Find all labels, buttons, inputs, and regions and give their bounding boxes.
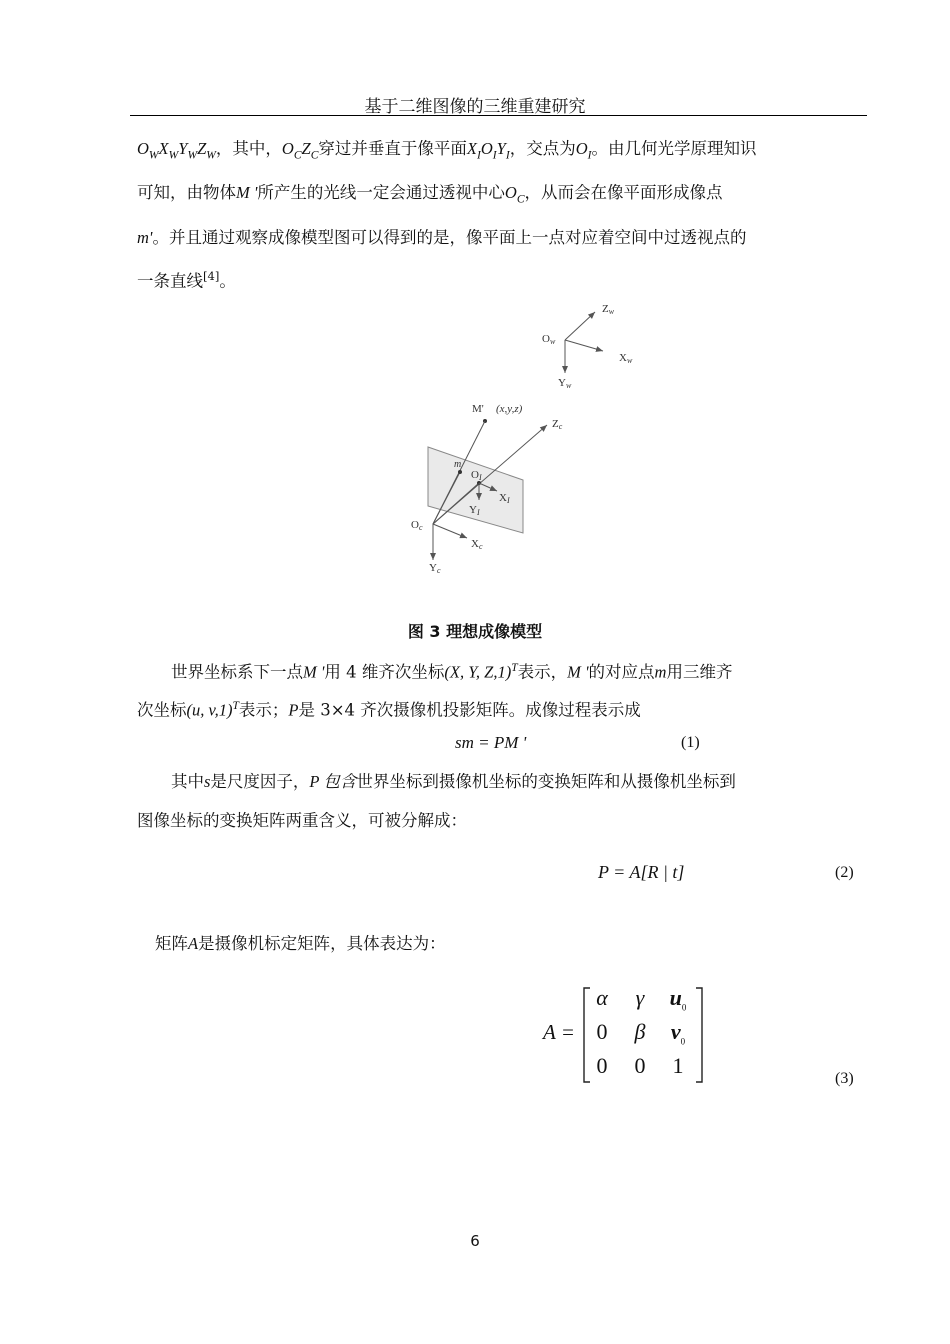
matrix-cell: 1 [672, 1053, 684, 1078]
running-header: 基于二维图像的三维重建研究 [364, 97, 586, 117]
matrix-a [580, 985, 710, 1085]
label-yw: Yw [558, 377, 572, 390]
paragraph-3: 其中s是尺度因子，P 包含世界坐标到摄像机坐标的变换矩阵和从摄像机坐标到 [171, 772, 736, 791]
label-zw: Zw [602, 303, 615, 316]
equation-2-number: (2) [835, 864, 854, 881]
label-yc: Yc [429, 562, 441, 575]
header-rule [130, 115, 867, 116]
label-ow: Ow [542, 333, 556, 346]
label-yi: YI [469, 504, 480, 517]
matrix-cell: γ [635, 985, 645, 1010]
figure-caption: 图 3 理想成像模型 [407, 622, 543, 641]
citation-4[interactable]: [4] [203, 268, 220, 283]
label-xc: Xc [471, 538, 483, 551]
label-xi: XI [499, 492, 510, 505]
paragraph-2: 世界坐标系下一点M '用 4 维齐次坐标(X, Y, Z,1)$^T$表示，M '的对应点m用三维齐 [171, 662, 733, 682]
equation-3-lhs: A = [543, 1020, 575, 1044]
label-oi: OI [471, 469, 482, 482]
xc-axis [433, 524, 467, 538]
matrix-cell: α [596, 985, 608, 1010]
paragraph-4: 矩阵A是摄像机标定矩阵，具体表达为： [155, 934, 446, 953]
label-m-prime: M' [472, 403, 484, 415]
label-m: m [454, 459, 462, 470]
equation-3-number: (3) [835, 1070, 854, 1087]
matrix-cell: $v_0$ [670, 1019, 686, 1047]
equation-2: P = A[R | t] [598, 862, 685, 882]
paragraph-2-line-2: 次坐标(u, v,1)$^T$表示；P是 3×4 齐次摄像机投影矩阵。成像过程表示成 [137, 700, 641, 720]
matrix-cell: 0 [634, 1053, 646, 1078]
equation-1-number: (1) [681, 734, 700, 751]
image-plane [428, 447, 523, 533]
paragraph-1-line-4: 一条直线[4]。 [137, 268, 236, 291]
paragraph-1-line-1: $O_WX_WY_WZ_W$，其中，$O_CZ_C$穿过并垂直于像平面$X_IO_IY_I$，交点为$O_I$。由几何光学原理知识 [137, 139, 757, 162]
matrix-cell: $u_0$ [669, 985, 687, 1013]
paragraph-1-line-3: m'。并且通过观察成像模型图可以得到的是，像平面上一点对应着空间中过透视点的 [137, 227, 747, 247]
xw-axis [565, 340, 603, 351]
label-xw: Xw [619, 352, 633, 365]
point-m [458, 470, 462, 474]
zw-axis [565, 312, 595, 340]
equation-1: sm = PM ' [455, 733, 527, 752]
label-zc: Zc [552, 418, 563, 431]
label-oc: Oc [411, 519, 423, 532]
label-xyz: (x,y,z) [496, 403, 523, 415]
page-number: 6 [470, 1232, 480, 1250]
paragraph-3-line-2: 图像坐标的变换矩阵两重含义，可被分解成： [137, 811, 467, 830]
imaging-model-figure [395, 295, 695, 585]
matrix-cell: 0 [596, 1019, 608, 1044]
matrix-cell: 0 [596, 1053, 608, 1078]
paragraph-1 [137, 130, 857, 300]
paragraph-1-line-2: 可知，由物体M '所产生的光线一定会通过透视中心$O_C$，从而会在像平面形成像点 [137, 183, 723, 206]
matrix-cell: β [634, 1019, 646, 1044]
